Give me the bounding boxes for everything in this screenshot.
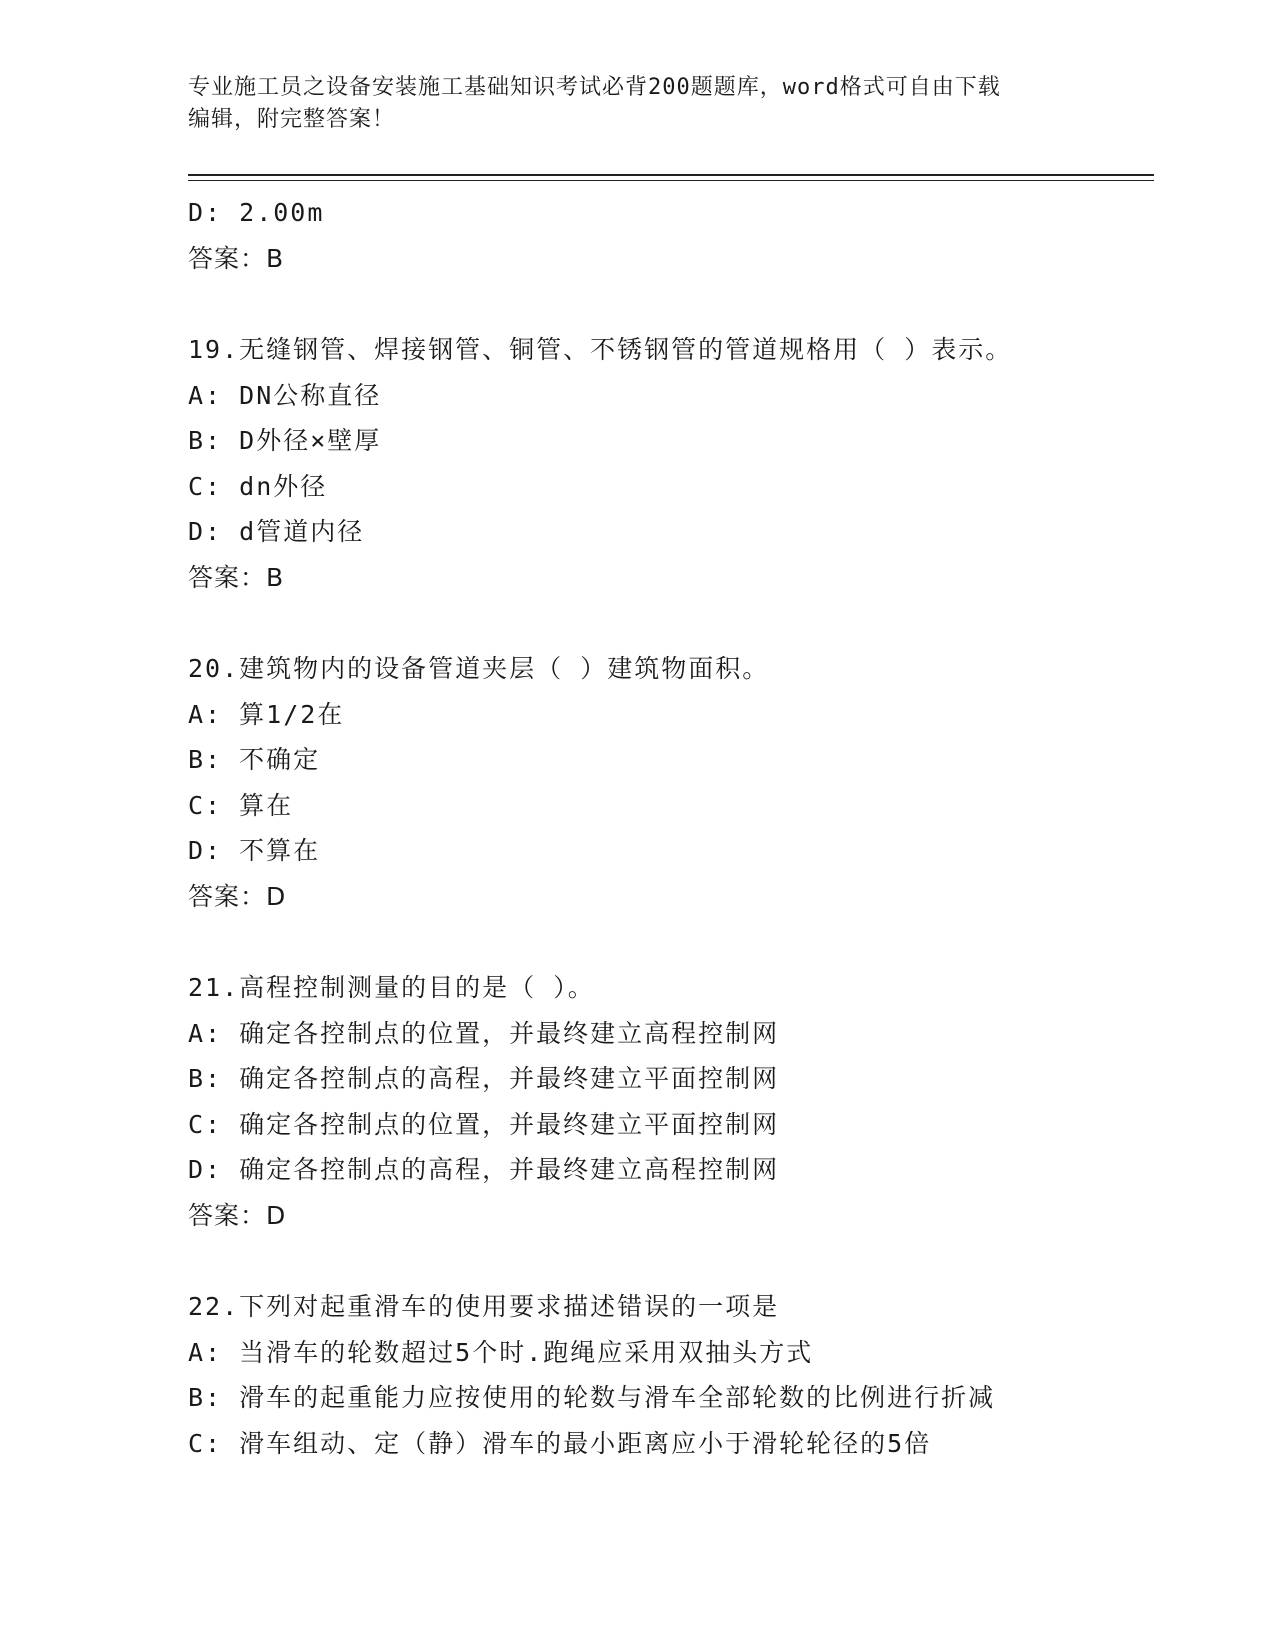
option-c: C: 滑车组动、定（静）滑车的最小距离应小于滑轮轮径的5倍 (188, 1428, 932, 1458)
option-a: A: 算1/2在 (188, 699, 345, 729)
spacer (188, 600, 1148, 646)
header-title-line-2: 编辑，附完整答案！ (188, 107, 396, 132)
header-divider-thin (188, 180, 1154, 181)
answer-line: 答案：D (188, 1200, 287, 1230)
question-stem: 22.下列对起重滑车的使用要求描述错误的一项是 (188, 1292, 780, 1321)
answer-line: 答案：D (188, 881, 287, 911)
option-b: B: 确定各控制点的高程，并最终建立平面控制网 (188, 1064, 780, 1093)
question-stem: 19.无缝钢管、焊接钢管、铜管、不锈钢管的管道规格用（ ）表示。 (188, 335, 1013, 364)
option-b: B: 滑车的起重能力应按使用的轮数与滑车全部轮数的比例进行折减 (188, 1383, 996, 1412)
previous-question-tail (188, 190, 1148, 281)
answer-line: 答案：B (188, 243, 285, 273)
question-stem: 21.高程控制测量的目的是（ ）。 (188, 973, 595, 1002)
option-c: C: 确定各控制点的位置，并最终建立平面控制网 (188, 1109, 780, 1139)
question-list (188, 190, 1148, 1466)
header-divider-thick (188, 174, 1154, 176)
option-a: A: DN公称直径 (188, 380, 382, 410)
spacer (188, 919, 1148, 965)
option-d: D: d管道内径 (188, 517, 365, 546)
answer-line: 答案：B (188, 562, 285, 592)
document-header (188, 72, 1068, 136)
header-title-line-1: 专业施工员之设备安装施工基础知识考试必背200题题库，word格式可自由下载 (188, 75, 1001, 100)
option-c: C: dn外径 (188, 471, 328, 501)
spacer (188, 281, 1148, 327)
option-d: D: 确定各控制点的高程，并最终建立高程控制网 (188, 1155, 780, 1184)
option-b: B: D外径×壁厚 (188, 426, 382, 455)
question-21 (188, 965, 1148, 1238)
question-stem: 20.建筑物内的设备管道夹层（ ）建筑物面积。 (188, 654, 770, 683)
option-a: A: 确定各控制点的位置，并最终建立高程控制网 (188, 1018, 780, 1048)
option-a: A: 当滑车的轮数超过5个时.跑绳应采用双抽头方式 (188, 1337, 814, 1367)
option-b: B: 不确定 (188, 745, 321, 774)
option-d: D: 2.00m (188, 198, 325, 227)
option-c: C: 算在 (188, 790, 294, 820)
question-22 (188, 1284, 1148, 1466)
question-20 (188, 646, 1148, 919)
spacer (188, 1238, 1148, 1284)
question-19 (188, 327, 1148, 600)
option-d: D: 不算在 (188, 836, 321, 865)
